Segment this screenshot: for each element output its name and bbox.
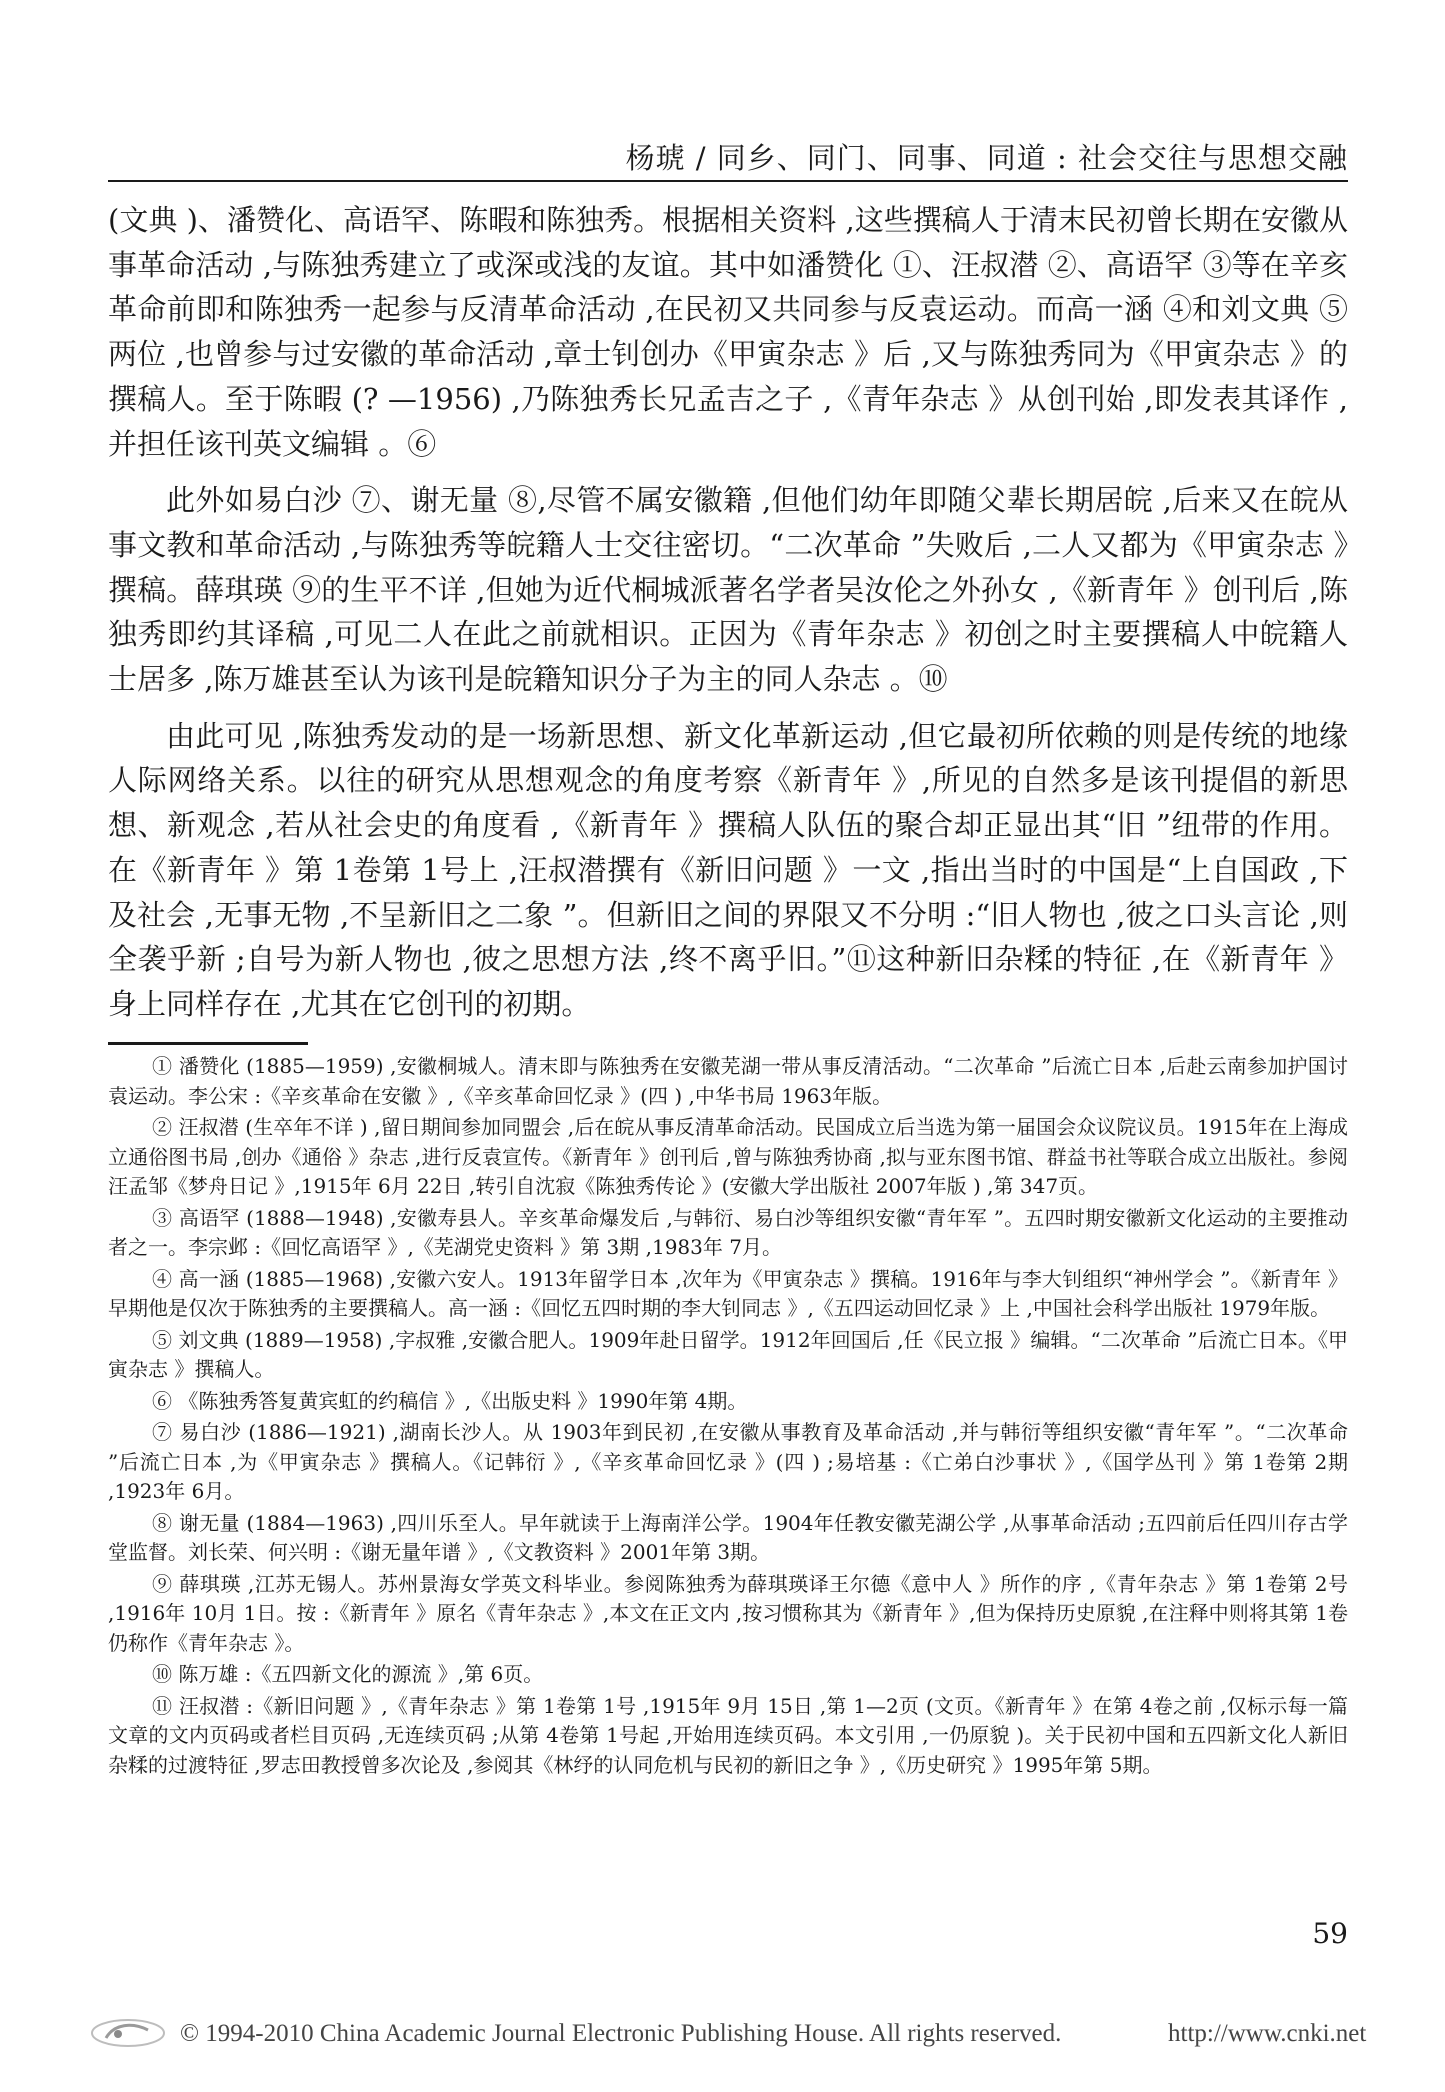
- footnote: ⑨ 薛琪瑛 ,江苏无锡人。苏州景海女学英文科毕业。参阅陈独秀为薛琪瑛译王尔德《意中人 》所作的序 ,《青年杂志 》第 1卷第 2号 ,1916年 10月 1日。按 :《新青年 》原名《青年杂志 》,本文在正文内 ,按习惯称其为《新青年 》,但为保持历史原貌 ,在注释中则将其第 1卷仍称作《青年杂志 》。: [108, 1571, 1348, 1655]
- paragraph: (文典 )、潘赞化、高语罕、陈暇和陈独秀。根据相关资料 ,这些撰稿人于清末民初曾长期在安徽从事革命活动 ,与陈独秀建立了或深或浅的友谊。其中如潘赞化 ①、汪叔潜 ②、高语罕 ③等在辛亥革命前即和陈独秀一起参与反清革命活动 ,在民初又共同参与反袁运动。而高一涵 ④和刘文典 ⑤两位 ,也曾参与过安徽的革命活动 ,章士钊创办《甲寅杂志 》后 ,又与陈独秀同为《甲寅杂志 》的撰稿人。至于陈暇 (? —1956) ,乃陈独秀长兄孟吉之子 ,《青年杂志 》从创刊始 ,即发表其译作 ,并担任该刊英文编辑 。⑥: [108, 203, 1348, 461]
- footnote: ① 潘赞化 (1885—1959) ,安徽桐城人。清末即与陈独秀在安徽芜湖一带从事反清活动。“二次革命 ”后流亡日本 ,后赴云南参加护国讨袁运动。李公宋 :《辛亥革命在安徽 》,《辛亥革命回忆录 》(四 ) ,中华书局 1963年版。: [108, 1054, 1348, 1108]
- header-rule: [108, 180, 1348, 182]
- footnote: ⑪ 汪叔潜 :《新旧问题 》,《青年杂志 》第 1卷第 1号 ,1915年 9月 15日 ,第 1—2页 (文页。《新青年 》在第 4卷之前 ,仅标示每一篇文章的文内页码或者栏目页码 ,无连续页码 ;从第 4卷第 1号起 ,开始用连续页码。本文引用 ,一仍原貌 )。关于民初中国和五四新文化人新旧杂糅的过渡特征 ,罗志田教授曾多次论及 ,参阅其《林纾的认同危机与民初的新旧之争 》,《历史研究 》1995年第 5期。: [108, 1693, 1348, 1777]
- footnote: ⑦ 易白沙 (1886—1921) ,湖南长沙人。从 1903年到民初 ,在安徽从事教育及革命活动 ,并与韩衍等组织安徽“青年军 ”。“二次革命 ”后流亡日本 ,为《甲寅杂志 》撰稿人。《记韩衍 》,《辛亥革命回忆录 》(四 ) ;易培基 :《亡弟白沙事状 》,《国学丛刊 》第 1卷第 2期 ,1923年 6月。: [108, 1420, 1348, 1503]
- cnki-url[interactable]: http://www.cnki.net: [1168, 2020, 1367, 2047]
- page-number: 59: [1312, 1917, 1348, 1950]
- running-header: 杨琥 / 同乡、同门、同事、同道 : 社会交往与思想交融: [625, 141, 1348, 175]
- footnote: ③ 高语罕 (1888—1948) ,安徽寿县人。辛亥革命爆发后 ,与韩衍、易白沙等组织安徽“青年军 ”。五四时期安徽新文化运动的主要推动者之一。李宗邺 :《回忆高语罕 》,《芜湖党史资料 》第 3期 ,1983年 7月。: [108, 1205, 1348, 1259]
- cnki-logo-icon: [88, 2016, 168, 2050]
- footnote: ④ 高一涵 (1885—1968) ,安徽六安人。1913年留学日本 ,次年为《甲寅杂志 》撰稿。1916年与李大钊组织“神州学会 ”。《新青年 》早期他是仅次于陈独秀的主要撰稿人。高一涵 :《回忆五四时期的李大钊同志 》,《五四运动回忆录 》上 ,中国社会科学出版社 1979年版。: [108, 1266, 1348, 1320]
- footnote-rule: [108, 1042, 308, 1045]
- copyright-footer: [88, 2014, 1388, 2054]
- footnote: ⑤ 刘文典 (1889—1958) ,字叔雅 ,安徽合肥人。1909年赴日留学。1912年回国后 ,任《民立报 》编辑。“二次革命 ”后流亡日本。《甲寅杂志 》撰稿人。: [108, 1327, 1348, 1381]
- paragraph: 由此可见 ,陈独秀发动的是一场新思想、新文化革新运动 ,但它最初所依赖的则是传统的地缘人际网络关系。以往的研究从思想观念的角度考察《新青年 》,所见的自然多是该刊提倡的新思想、新观念 ,若从社会史的角度看 ,《新青年 》撰稿人队伍的聚合却正显出其“旧 ”纽带的作用。在《新青年 》第 1卷第 1号上 ,汪叔潜撰有《新旧问题 》一文 ,指出当时的中国是“上自国政 ,下及社会 ,无事无物 ,不呈新旧之二象 ”。但新旧之间的界限又不分明 :“旧人物也 ,彼之口头言论 ,则全袭乎新 ;自号为新人物也 ,彼之思想方法 ,终不离乎旧。”⑪这种新旧杂糅的特征 ,在《新青年 》身上同样存在 ,尤其在它创刊的初期。: [108, 718, 1348, 1021]
- copyright-text: © 1994-2010 China Academic Journal Electronic Publishing House. All rights reserved.: [180, 2020, 1062, 2047]
- footnote: ② 汪叔潜 (生卒年不详 ) ,留日期间参加同盟会 ,后在皖从事反清革命活动。民国成立后当选为第一届国会众议院议员。1915年在上海成立通俗图书局 ,创办《通俗 》杂志 ,进行反袁宣传。《新青年 》创刊后 ,曾与陈独秀协商 ,拟与亚东图书馆、群益书社等联合成立出版社。参阅汪孟邹《梦舟日记 》,1915年 6月 22日 ,转引自沈寂《陈独秀传论 》(安徽大学出版社 2007年版 ) ,第 347页。: [108, 1115, 1348, 1198]
- main-text: [108, 198, 1348, 1039]
- footnotes: [108, 1052, 1348, 1782]
- footnote: ⑩ 陈万雄 :《五四新文化的源流 》,第 6页。: [152, 1662, 544, 1686]
- paragraph: 此外如易白沙 ⑦、谢无量 ⑧,尽管不属安徽籍 ,但他们幼年即随父辈长期居皖 ,后来又在皖从事文教和革命活动 ,与陈独秀等皖籍人士交往密切。“二次革命 ”失败后 ,二人又都为《甲寅杂志 》撰稿。薛琪瑛 ⑨的生平不详 ,但她为近代桐城派著名学者吴汝伦之外孙女 ,《新青年 》创刊后 ,陈独秀即约其译稿 ,可见二人在此之前就相识。正因为《青年杂志 》初创之时主要撰稿人中皖籍人士居多 ,陈万雄甚至认为该刊是皖籍知识分子为主的同人杂志 。⑩: [108, 483, 1348, 697]
- footnote: ⑧ 谢无量 (1884—1963) ,四川乐至人。早年就读于上海南洋公学。1904年任教安徽芜湖公学 ,从事革命活动 ;五四前后任四川存古学堂监督。刘长荣、何兴明 :《谢无量年谱 》,《文教资料 》2001年第 3期。: [108, 1510, 1348, 1564]
- footnote: ⑥ 《陈独秀答复黄宾虹的约稿信 》,《出版史料 》1990年第 4期。: [152, 1388, 748, 1413]
